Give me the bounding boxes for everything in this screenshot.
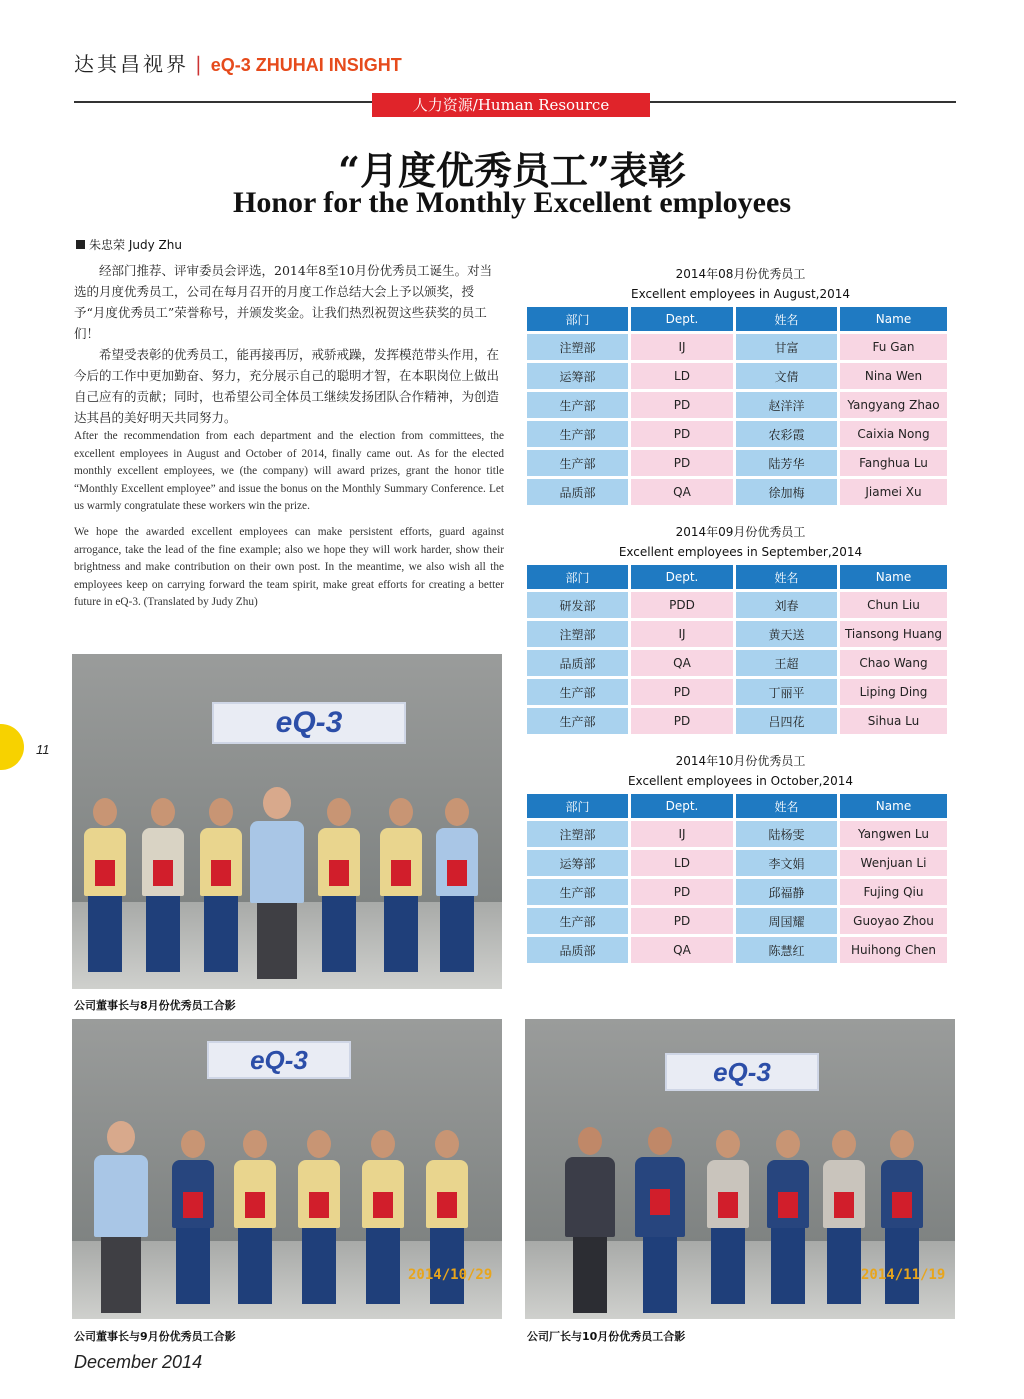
table-row: [527, 592, 947, 618]
table-row: [527, 479, 947, 505]
cell-dept-cn: 注塑部: [527, 621, 628, 647]
cell-name-cn: 农彩霞: [736, 421, 837, 447]
cell-dept: LD: [631, 850, 733, 876]
author-line: [76, 236, 182, 253]
cell-name-cn: 陆杨雯: [736, 821, 837, 847]
cell-name: Tiansong Huang: [840, 621, 947, 647]
person-figure: [142, 798, 184, 972]
cell-dept: PDD: [631, 592, 733, 618]
cell-name: Guoyao Zhou: [840, 908, 947, 934]
page-number: 11: [36, 742, 50, 757]
eq3-logo: eQ-3: [207, 1041, 351, 1079]
person-figure: [94, 1121, 148, 1313]
table-title-cn: 2014年10月份优秀员工: [675, 754, 806, 768]
cell-dept-cn: 生产部: [527, 908, 628, 934]
cell-dept: IJ: [631, 821, 733, 847]
column-header: 部门: [527, 307, 628, 331]
cell-name: Huihong Chen: [840, 937, 947, 963]
column-header: 部门: [527, 565, 628, 589]
table-row: [527, 363, 947, 389]
article-body: [74, 260, 504, 612]
person-figure: [318, 798, 360, 972]
column-header: 姓名: [736, 794, 837, 818]
table-row: [527, 937, 947, 963]
table-row: [527, 908, 947, 934]
table-row: [527, 421, 947, 447]
person-figure: [84, 798, 126, 972]
cell-name-cn: 黄天送: [736, 621, 837, 647]
table-row: [527, 450, 947, 476]
employee-table: [524, 791, 950, 966]
column-header: Dept.: [631, 565, 733, 589]
cell-name: Sihua Lu: [840, 708, 947, 734]
photo-caption: 公司董事长与8月份优秀员工合影: [74, 999, 236, 1012]
cell-name: Wenjuan Li: [840, 850, 947, 876]
cell-dept: IJ: [631, 334, 733, 360]
person-figure: [707, 1130, 749, 1304]
photo-caption: 公司董事长与9月份优秀员工合影: [74, 1330, 236, 1343]
cell-dept-cn: 品质部: [527, 650, 628, 676]
photo-date-stamp: 2014/10/29: [408, 1267, 493, 1283]
person-figure: [234, 1130, 276, 1304]
paragraph-en-2: We hope the awarded excellent employees can make persistent efforts, guard against arrogance, take the lead of the fine example; also we hope they will work harder, show their brightness and make contribution on their own post. In the meantime, we also wish all the employees keep on carrying forward the team spirit, make great efforts for creating a better future in eQ-3. (Translated by Judy Zhu): [74, 525, 504, 609]
table-row: [527, 850, 947, 876]
column-header: Name: [840, 794, 947, 818]
person-figure: [635, 1127, 685, 1313]
page-tab: [0, 724, 24, 770]
cell-name-cn: 徐加梅: [736, 479, 837, 505]
eq3-logo: eQ-3: [665, 1053, 819, 1091]
table-row: [527, 708, 947, 734]
table-row: [527, 821, 947, 847]
article-title-en: Honor for the Monthly Excellent employees: [233, 186, 791, 219]
table-row: [527, 334, 947, 360]
column-header: 部门: [527, 794, 628, 818]
cell-dept-cn: 品质部: [527, 479, 628, 505]
eq3-logo: eQ-3: [212, 702, 406, 744]
cell-name-cn: 赵洋洋: [736, 392, 837, 418]
cell-dept: PD: [631, 421, 733, 447]
column-header: Name: [840, 565, 947, 589]
person-figure: [436, 798, 478, 972]
cell-name-cn: 刘春: [736, 592, 837, 618]
cell-name-cn: 文倩: [736, 363, 837, 389]
table-title-cn: 2014年09月份优秀员工: [675, 525, 806, 539]
cell-dept-cn: 运筹部: [527, 850, 628, 876]
table-august: [527, 264, 954, 508]
cell-name: Fu Gan: [840, 334, 947, 360]
column-header: Name: [840, 307, 947, 331]
table-title-en: Excellent employees in October,2014: [627, 774, 854, 788]
issue-date: December 2014: [74, 1352, 203, 1372]
cell-dept-cn: 生产部: [527, 421, 628, 447]
cell-name-cn: 吕四花: [736, 708, 837, 734]
column-header: Dept.: [631, 307, 733, 331]
cell-dept-cn: 研发部: [527, 592, 628, 618]
table-row: [527, 650, 947, 676]
cell-name-cn: 王超: [736, 650, 837, 676]
column-header: 姓名: [736, 307, 837, 331]
cell-name: Liping Ding: [840, 679, 947, 705]
cell-dept: PD: [631, 908, 733, 934]
table-row: [527, 679, 947, 705]
person-figure: [250, 787, 304, 979]
cell-name: Fanghua Lu: [840, 450, 947, 476]
cell-dept: IJ: [631, 621, 733, 647]
article-title-cn: “月度优秀员工”表彰: [338, 148, 686, 193]
person-figure: [380, 798, 422, 972]
table-title-cn: 2014年08月份优秀员工: [675, 267, 806, 281]
person-figure: [565, 1127, 615, 1313]
employee-table: [524, 562, 950, 737]
cell-dept: PD: [631, 679, 733, 705]
photo-date-stamp: 2014/11/19: [861, 1267, 946, 1283]
cell-name: Yangwen Lu: [840, 821, 947, 847]
section-label: 人力资源/Human Resource: [372, 93, 650, 117]
cell-dept-cn: 注塑部: [527, 334, 628, 360]
cell-dept-cn: 生产部: [527, 879, 628, 905]
author-name: 朱忠荣 Judy Zhu: [89, 238, 182, 252]
cell-name-cn: 丁丽平: [736, 679, 837, 705]
cell-name-cn: 甘富: [736, 334, 837, 360]
person-figure: [823, 1130, 865, 1304]
paragraph-cn-2: 希望受表彰的优秀员工，能再接再厉，戒骄戒躁，发挥模范带头作用，在今后的工作中更加勤奋、努力，充分展示自己的聪明才智，在本职岗位上做出自己应有的贡献；同时，也希望公司全体员工继续发扬团队合作精神，为创造达其昌的美好明天共同努力。: [74, 347, 500, 425]
table-september: [527, 522, 954, 737]
cell-dept-cn: 生产部: [527, 392, 628, 418]
cell-name: Nina Wen: [840, 363, 947, 389]
cell-name-cn: 邱福静: [736, 879, 837, 905]
table-row: [527, 621, 947, 647]
cell-dept: QA: [631, 479, 733, 505]
cell-name: Chao Wang: [840, 650, 947, 676]
person-figure: [362, 1130, 404, 1304]
table-title-en: Excellent employees in August,2014: [630, 287, 851, 301]
table-row: [527, 392, 947, 418]
person-figure: [767, 1130, 809, 1304]
cell-name-cn: 李文娟: [736, 850, 837, 876]
cell-dept: PD: [631, 708, 733, 734]
person-figure: [200, 798, 242, 972]
cell-name-cn: 陆芳华: [736, 450, 837, 476]
masthead: [74, 48, 402, 77]
masthead-en: eQ-3 ZHUHAI INSIGHT: [210, 55, 402, 75]
cell-dept-cn: 生产部: [527, 450, 628, 476]
person-figure: [298, 1130, 340, 1304]
cell-name: Fujing Qiu: [840, 879, 947, 905]
photo-september-group: [72, 1019, 502, 1319]
column-header: Dept.: [631, 794, 733, 818]
cell-name: Yangyang Zhao: [840, 392, 947, 418]
masthead-separator: |: [195, 52, 205, 76]
cell-dept: QA: [631, 937, 733, 963]
cell-name-cn: 陈慧红: [736, 937, 837, 963]
cell-dept: PD: [631, 879, 733, 905]
cell-dept-cn: 品质部: [527, 937, 628, 963]
cell-dept-cn: 生产部: [527, 679, 628, 705]
masthead-cn: 达其昌视界: [74, 52, 189, 76]
square-bullet-icon: [76, 240, 85, 249]
cell-name-cn: 周国耀: [736, 908, 837, 934]
cell-dept: PD: [631, 392, 733, 418]
photo-august-group: [72, 654, 502, 989]
cell-dept: PD: [631, 450, 733, 476]
table-october: [527, 751, 954, 966]
cell-name: Chun Liu: [840, 592, 947, 618]
photo-october-group: [525, 1019, 955, 1319]
table-title-en: Excellent employees in September,2014: [618, 545, 863, 559]
cell-name: Jiamei Xu: [840, 479, 947, 505]
cell-dept: LD: [631, 363, 733, 389]
cell-dept-cn: 运筹部: [527, 363, 628, 389]
paragraph-en-1: After the recommendation from each department and the election from committees, the excellent employees in August and October of 2014, finally came out. As for the elected monthly excellent employees, we (the company) will award prizes, grant the honor title “Monthly Excellent employee” and issue the bonus on the Monthly Summary Conference. Let us warmly congratulate these workers win the prize.: [74, 430, 504, 513]
person-figure: [172, 1130, 214, 1304]
cell-dept-cn: 生产部: [527, 708, 628, 734]
employee-table: [524, 304, 950, 508]
cell-dept-cn: 注塑部: [527, 821, 628, 847]
table-row: [527, 879, 947, 905]
cell-dept: QA: [631, 650, 733, 676]
cell-name: Caixia Nong: [840, 421, 947, 447]
paragraph-cn-1: 经部门推荐、评审委员会评选，2014年8至10月份优秀员工诞生。对当选的月度优秀员工，公司在每月召开的月度工作总结大会上予以颁奖，授予“月度优秀员工”荣誉称号，并颁发奖金。让我们热烈祝贺这些获奖的员工们！: [74, 263, 493, 341]
photo-caption: 公司厂长与10月份优秀员工合影: [527, 1330, 686, 1343]
column-header: 姓名: [736, 565, 837, 589]
